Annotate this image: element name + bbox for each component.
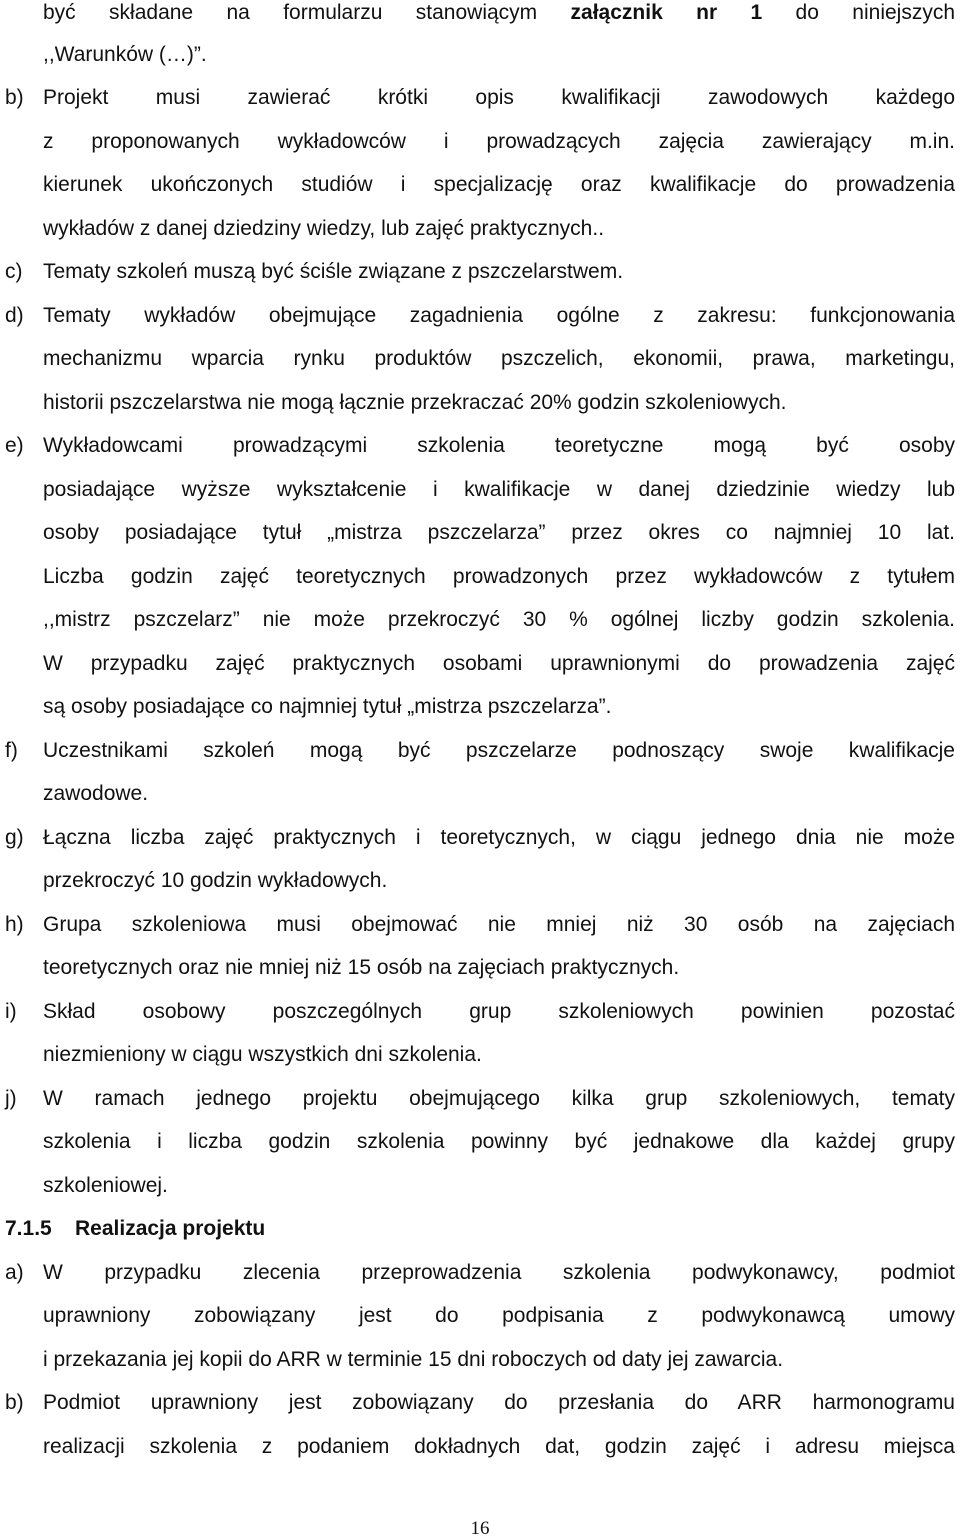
paragraph-line: Skład osobowy poszczególnych grup szkoleniowych powinien pozostać <box>43 1000 955 1023</box>
paragraph-line: zawodowe. <box>43 782 149 805</box>
section-heading <box>5 1216 265 1242</box>
paragraph-line: Wykładowcami prowadzącymi szkolenia teoretyczne mogą być osoby <box>43 434 955 457</box>
list-label-b: b) <box>5 86 24 109</box>
bold-text-run: załącznik nr 1 <box>570 1 763 24</box>
paragraph-line: Tematy wykładów obejmujące zagadnienia ogólne z zakresu: funkcjonowania <box>43 304 955 327</box>
paragraph-line: Uczestnikami szkoleń mogą być pszczelarze podnoszący swoje kwalifikacje <box>43 739 955 762</box>
paragraph-line: i przekazania jej kopii do ARR w terminie 15 dni roboczych od daty jej zawarcia. <box>43 1348 784 1371</box>
paragraph-line: kierunek ukończonych studiów i specjalizację oraz kwalifikacje do prowadzenia <box>43 173 955 196</box>
paragraph-line: W przypadku zajęć praktycznych osobami uprawnionymi do prowadzenia zajęć <box>43 652 955 675</box>
paragraph-line: osoby posiadające tytuł „mistrza pszczelarza” przez okres co najmniej 10 lat. <box>43 521 955 544</box>
paragraph-line: historii pszczelarstwa nie mogą łącznie przekraczać 20% godzin szkoleniowych. <box>43 391 787 414</box>
paragraph-line: szkolenia i liczba godzin szkolenia powinny być jednakowe dla każdej grupy <box>43 1130 955 1153</box>
paragraph-line: Liczba godzin zajęć teoretycznych prowadzonych przez wykładowców z tytułem <box>43 565 955 588</box>
list-label-e: e) <box>5 434 24 457</box>
list-label-j: j) <box>5 1087 17 1110</box>
paragraph-line <box>43 0 955 26</box>
paragraph-line: niezmieniony w ciągu wszystkich dni szkolenia. <box>43 1043 482 1066</box>
list-label-b: b) <box>5 1391 24 1414</box>
list-label-i: i) <box>5 1000 17 1023</box>
paragraph-line: z proponowanych wykładowców i prowadzących zajęcia zawierający m.in. <box>43 130 955 153</box>
paragraph-line: Grupa szkoleniowa musi obejmować nie mniej niż 30 osób na zajęciach <box>43 913 955 936</box>
list-label-a: a) <box>5 1261 24 1284</box>
paragraph-line: Łączna liczba zajęć praktycznych i teoretycznych, w ciągu jednego dnia nie może <box>43 826 955 849</box>
paragraph-line: są osoby posiadające co najmniej tytuł „mistrza pszczelarza”. <box>43 695 612 718</box>
list-label-f: f) <box>5 739 18 762</box>
list-label-c: c) <box>5 260 23 283</box>
text-run: być składane na formularzu stanowiącym <box>43 1 571 24</box>
list-label-h: h) <box>5 913 24 936</box>
paragraph-line: mechanizmu wparcia rynku produktów pszczelich, ekonomii, prawa, marketingu, <box>43 347 955 370</box>
page-number: 16 <box>470 1518 490 1539</box>
paragraph-line: W przypadku zlecenia przeprowadzenia szkolenia podwykonawcy, podmiot <box>43 1261 955 1284</box>
section-title: Realizacja projektu <box>75 1217 266 1240</box>
section-number: 7.1.5 <box>5 1217 52 1240</box>
paragraph-line: Podmiot uprawniony jest zobowiązany do przesłania do ARR harmonogramu <box>43 1391 955 1414</box>
paragraph-line: uprawniony zobowiązany jest do podpisania z podwykonawcą umowy <box>43 1304 955 1327</box>
paragraph-line: Tematy szkoleń muszą być ściśle związane z pszczelarstwem. <box>43 260 624 283</box>
paragraph-line: teoretycznych oraz nie mniej niż 15 osób na zajęciach praktycznych. <box>43 956 680 979</box>
paragraph-line: posiadające wyższe wykształcenie i kwalifikacje w danej dziedzinie wiedzy lub <box>43 478 955 501</box>
paragraph-line: realizacji szkolenia z podaniem dokładnych dat, godzin zajęć i adresu miejsca <box>43 1435 955 1458</box>
list-label-g: g) <box>5 826 24 849</box>
paragraph-line: szkoleniowej. <box>43 1174 168 1197</box>
paragraph-line: przekroczyć 10 godzin wykładowych. <box>43 869 388 892</box>
paragraph-line: wykładów z danej dziedziny wiedzy, lub zajęć praktycznych.. <box>43 217 605 240</box>
list-label-d: d) <box>5 304 24 327</box>
paragraph-line: Projekt musi zawierać krótki opis kwalifikacji zawodowych każdego <box>43 86 955 109</box>
text-run: do niniejszych <box>762 1 956 24</box>
paragraph-line: W ramach jednego projektu obejmującego kilka grup szkoleniowych, tematy <box>43 1087 955 1110</box>
paragraph-line: ,,mistrz pszczelarz” nie może przekroczyć 30 % ogólnej liczby godzin szkolenia. <box>43 608 955 631</box>
paragraph-line: ,,Warunków (…)”. <box>43 43 207 66</box>
